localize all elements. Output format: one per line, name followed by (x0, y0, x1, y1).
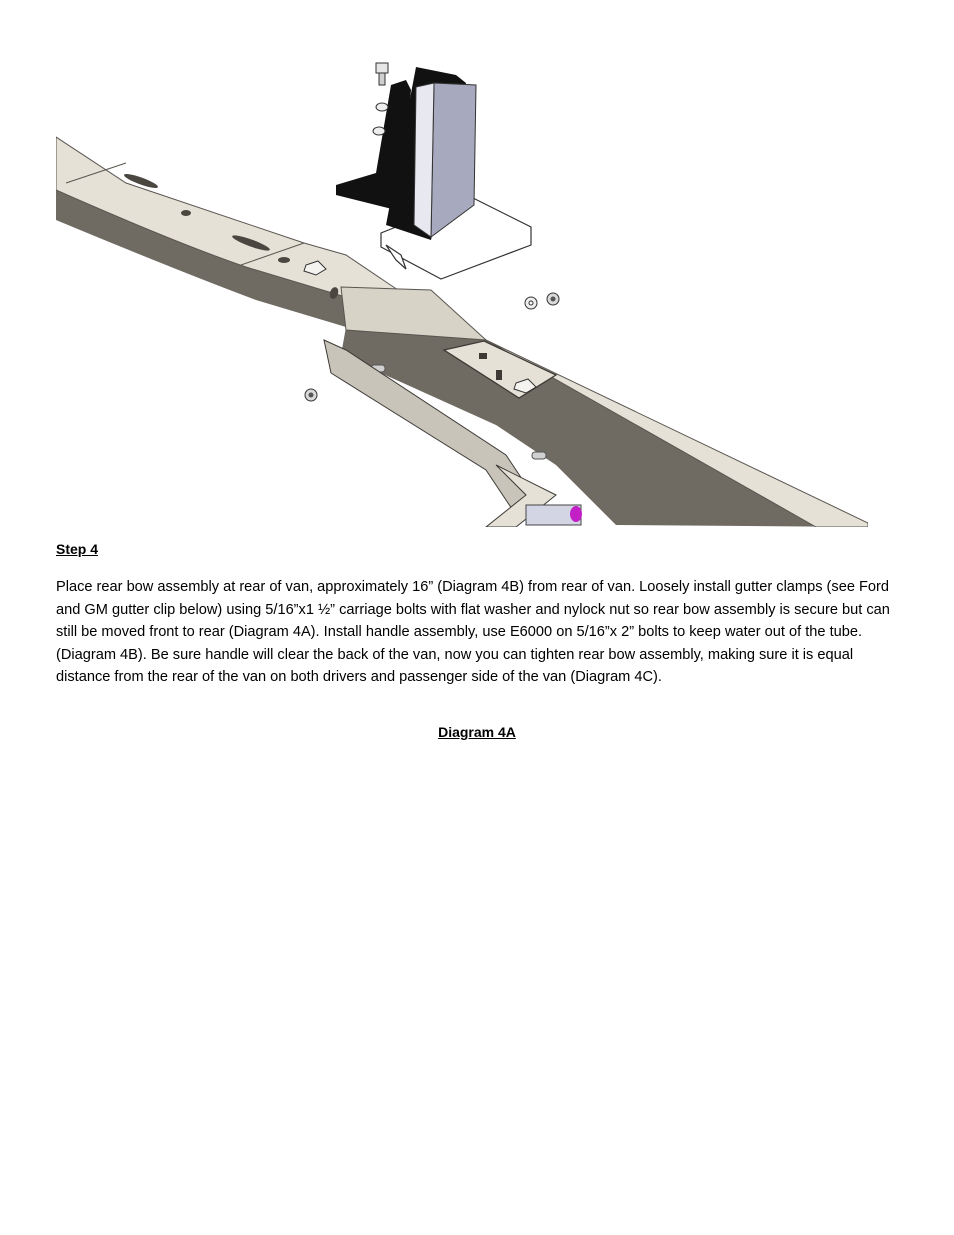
nylock-nut (305, 389, 317, 401)
slot (278, 257, 290, 263)
nylock-nut (547, 293, 559, 305)
diagram-caption: Diagram 4A (438, 724, 516, 740)
step-heading: Step 4 (56, 541, 99, 557)
plate-slot (496, 370, 502, 380)
slot (181, 210, 191, 216)
flat-washer (376, 103, 388, 111)
roller-end (570, 506, 582, 522)
exploded-assembly-illustration (56, 55, 868, 527)
pin (532, 452, 546, 459)
plate-slot (479, 353, 487, 359)
flat-washer (373, 127, 385, 135)
handle-side-plate-inner (414, 83, 434, 237)
carriage-bolt (376, 63, 388, 85)
flat-washer (525, 297, 537, 309)
step-instructions: Place rear bow assembly at rear of van, approximately 16” (Diagram 4B) from rear of van. Loosely install gutter clamps (see Ford and GM gutter clip below) using 5/16”x1 ½” carriage bolts with flat washer and nylock nut so rear bow assembly is secure but can still be moved front to rear (Diagram 4A). Install handle assembly, use E6000 on 5/16”x 2” bolts to keep water out of the tube. (Diagram 4B). Be sure handle will clear the back of the van, now you can tighten rear bow assembly, making sure it is equal distance from the rear of the van on both drivers and passenger side of the van (Diagram 4C). (56, 579, 890, 685)
